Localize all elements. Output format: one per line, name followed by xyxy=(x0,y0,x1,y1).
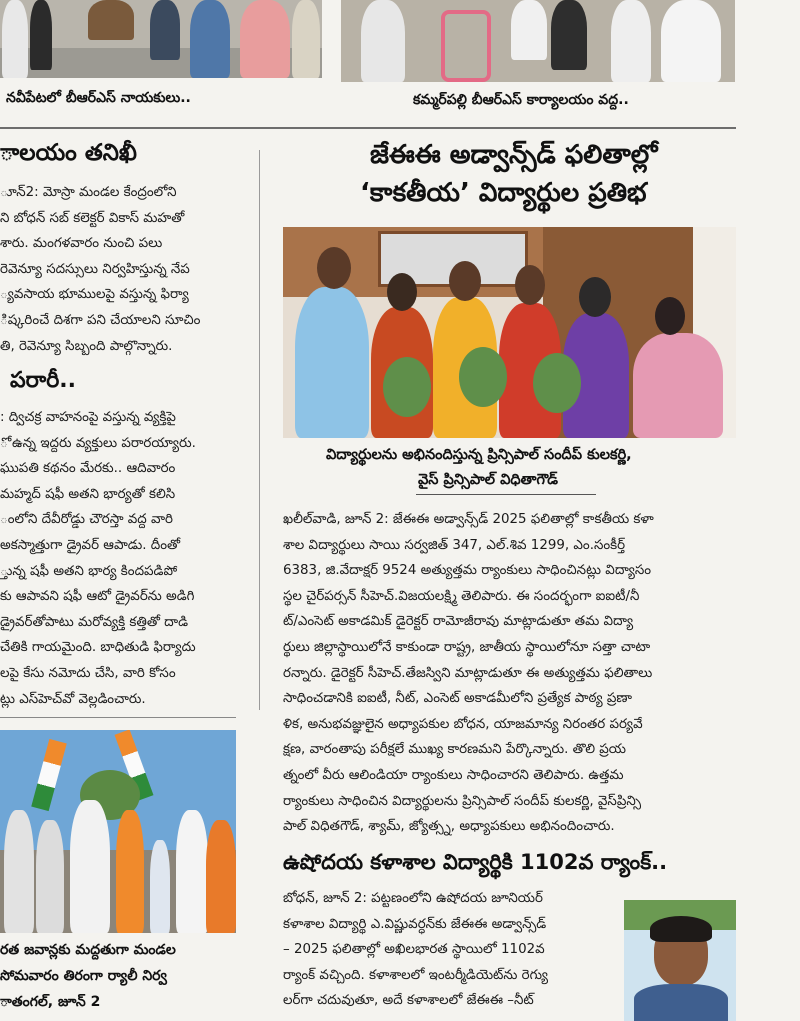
text-line: స్థల చైర్‌పర్సన్ సీహెచ్.విజయలక్ష్మి తెలిపారు. ఈ సందర్భంగా ఐఐటీ/నీ xyxy=(283,588,640,604)
text-line: ిష్కరించే దిశగా పని చేయాలని సూచిం xyxy=(0,312,201,328)
text-line: చేతికి గాయమైంది. బాధితుడి ఫిర్యాదు xyxy=(0,640,196,656)
main-headline-line2: ‘కాకతీయ’ విద్యార్థుల ప్రతిభ xyxy=(360,178,647,208)
top-left-caption: నవీపేటలో బీఆర్ఎస్ నాయకులు.. xyxy=(6,90,191,106)
text-line: – 2025 ఫలితాల్లో అఖిలభారత స్థాయిలో 1102వ xyxy=(283,942,545,958)
text-line: త్నంలో వీరు ఆలిండియా ర్యాంకులు సాధించారని తెలిపారు. ఉత్తమ xyxy=(283,767,624,783)
text-line: ట్లు ఎస్‌హెచ్‌వో వెల్లడించారు. xyxy=(0,691,146,707)
main-photo-caption-line1: విద్యార్థులను అభినందిస్తున్న ప్రిన్సిపాల్ సందీప్ కులకర్ణి, xyxy=(326,447,632,463)
text-line: ్తున్న షఫీ అతని భార్య కిందపడిపో xyxy=(0,563,178,579)
text-line: ర్యాంక్ వచ్చింది. కళాశాలలో ఇంటర్మీడియెట్‌ను రెగ్యు xyxy=(283,967,549,983)
story3-body xyxy=(283,886,615,1014)
top-left-photo xyxy=(0,0,322,78)
rally-caption-line1: రత జవాన్లకు మద్దతుగా మండల xyxy=(0,942,176,958)
main-story-body xyxy=(283,507,736,840)
student-portrait xyxy=(624,900,736,1021)
text-line: క్షణ, వారంతాపు పరీక్షలే ముఖ్య కారణమని పేర్కొన్నారు. తొలి ప్రయ xyxy=(283,742,627,758)
text-line: ట్/ఎంసెట్ అకాడమిక్ డైరెక్టర్ రామోజీరావు మాట్లాడుతూ తమ విద్యా xyxy=(283,614,634,630)
rally-photo xyxy=(0,730,236,933)
text-line: తి, రెవెన్యూ సిబ్బంది పాల్గొన్నారు. xyxy=(0,338,173,354)
text-line: అకస్మాత్తుగా డ్రైవర్ ఆపాడు. దీంతో xyxy=(0,537,181,553)
top-right-caption: కమ్మర్‌పల్లి బీఆర్ఎస్ కార్యాలయం వద్ద.. xyxy=(413,92,629,108)
left-story1-body xyxy=(0,180,246,359)
left-story2-headline: పరారీ.. xyxy=(10,368,77,393)
left-story2-body xyxy=(0,405,246,712)
text-line: మహ్మద్ షఫీ అతని భార్యతో కలిసి xyxy=(0,486,176,502)
top-divider xyxy=(0,127,736,129)
text-line: లపై కేసు నమోదు చేసి, వారి కోసం xyxy=(0,665,176,681)
text-line: లర్‌గా చదువుతూ, అదే కళాశాలలో జేఈఈ –నీట్ xyxy=(283,993,534,1009)
students-photo xyxy=(283,227,736,438)
left-lower-divider xyxy=(0,717,236,718)
text-line: ర్థులు జిల్లాస్థాయిలోనే కాకుండా రాష్ట్ర, జాతీయ స్థాయిలోనూ సత్తా చాటా xyxy=(283,639,651,655)
text-line: శారు. మంగళవారం నుంచి పలు xyxy=(0,236,163,252)
text-line: 6383, జి.వేదాక్షర్ 9524 అత్యుత్తమ ర్యాంకులు సాధించినట్లు విద్యాసం xyxy=(283,563,652,579)
rally-caption-line2: సోమవారం తిరంగా ర్యాలీ నిర్వ xyxy=(0,968,167,984)
rally-caption-line3: ాతంగల్, జూన్ 2 xyxy=(0,994,101,1010)
text-line: సాధించడానికి ఐఐటీ, నీట్, ఎంసెట్ అకాడమీలోని ప్రత్యేక పాఠ్య ప్రణా xyxy=(283,691,632,707)
main-headline-line1: జేఈఈ అడ్వాన్స్‌డ్ ఫలితాల్లో xyxy=(370,140,658,170)
top-right-photo xyxy=(341,0,735,82)
text-line: కళాశాల విద్యార్థి ఎ.విష్ణువర్ధన్‌కు జేఈఈ అడ్వాన్స్‌డ్ xyxy=(283,916,547,932)
text-line: రెవెన్యూ సదస్సులు నిర్వహిస్తున్న నేప xyxy=(0,261,190,277)
text-line: ర్యాంకులు సాధించిన విద్యార్థులను ప్రిన్సిపాల్ సందీప్ కులకర్ణి, వైస్‌ప్రిన్సి xyxy=(283,793,642,809)
left-story1-headline: ాలయం తనిఖీ xyxy=(0,140,137,166)
main-photo-caption-line2: వైస్ ప్రిన్సిపాల్ విధితాగౌడ్ xyxy=(418,472,558,488)
text-line: : ద్విచక్ర వాహనంపై వస్తున్న వ్యక్తిపై xyxy=(0,410,176,425)
text-line: డ్రైవర్‌తోపాటు మరోవ్యక్తి కత్తితో దాడి xyxy=(0,614,188,630)
text-line: కు ఆపావని షఫీ ఆటో డ్రైవర్‌ను అడిగి xyxy=(0,589,195,605)
story3-headline: ఉషోదయ కళాశాల విద్యార్థికి 1102వ ర్యాంక్.. xyxy=(283,850,668,874)
text-line: ఘుపతి కథనం మేరకు.. ఆదివారం xyxy=(0,461,176,477)
column-divider xyxy=(259,150,260,710)
text-line: ంలోని దేవీరోడ్డు చౌరస్తా వద్ద వారి xyxy=(0,512,173,528)
caption-underline xyxy=(416,494,596,495)
text-line: శాల విద్యార్థులు సాయి సర్వజిత్ 347, ఎల్.శివ 1299, ఎం.సంకీర్త్ xyxy=(283,537,626,553)
text-line: ో ఉన్న ఇద్దరు వ్యక్తులు పరారయ్యారు. xyxy=(0,435,196,451)
text-line: ్యవసాయ భూములపై వస్తున్న ఫిర్యా xyxy=(0,287,189,303)
text-line: ఖలీల్‌వాడి, జూన్ 2: జేఈఈ అడ్వాన్స్‌డ్ 2025 ఫలితాల్లో కాకతీయ కళా xyxy=(283,512,654,527)
text-line: ళిక, అనుభవజ్ఞులైన అధ్యాపకుల బోధన, యాజమాన్య నిరంతర పర్యవే xyxy=(283,716,643,732)
text-line: బోధన్, జూన్ 2: పట్టణంలోని ఉషోదయ జూనియర్ xyxy=(283,891,543,906)
text-line: రన్నారు. డైరెక్టర్ సీహెచ్.తేజస్విని మాట్లాడుతూ ఈ అత్యుత్తమ ఫలితాలు xyxy=(283,665,653,681)
text-line: పాల్ విధితగౌడ్, శ్యామ్, జ్యోత్స్న, అధ్యాపకులు అభినందించారు. xyxy=(283,819,615,835)
text-line: ూన్2: మోస్రా మండల కేంద్రంలోని xyxy=(0,185,177,200)
text-line: ని బోధన్ సబ్ కలెక్టర్ వికాస్ మహతో xyxy=(0,210,185,226)
